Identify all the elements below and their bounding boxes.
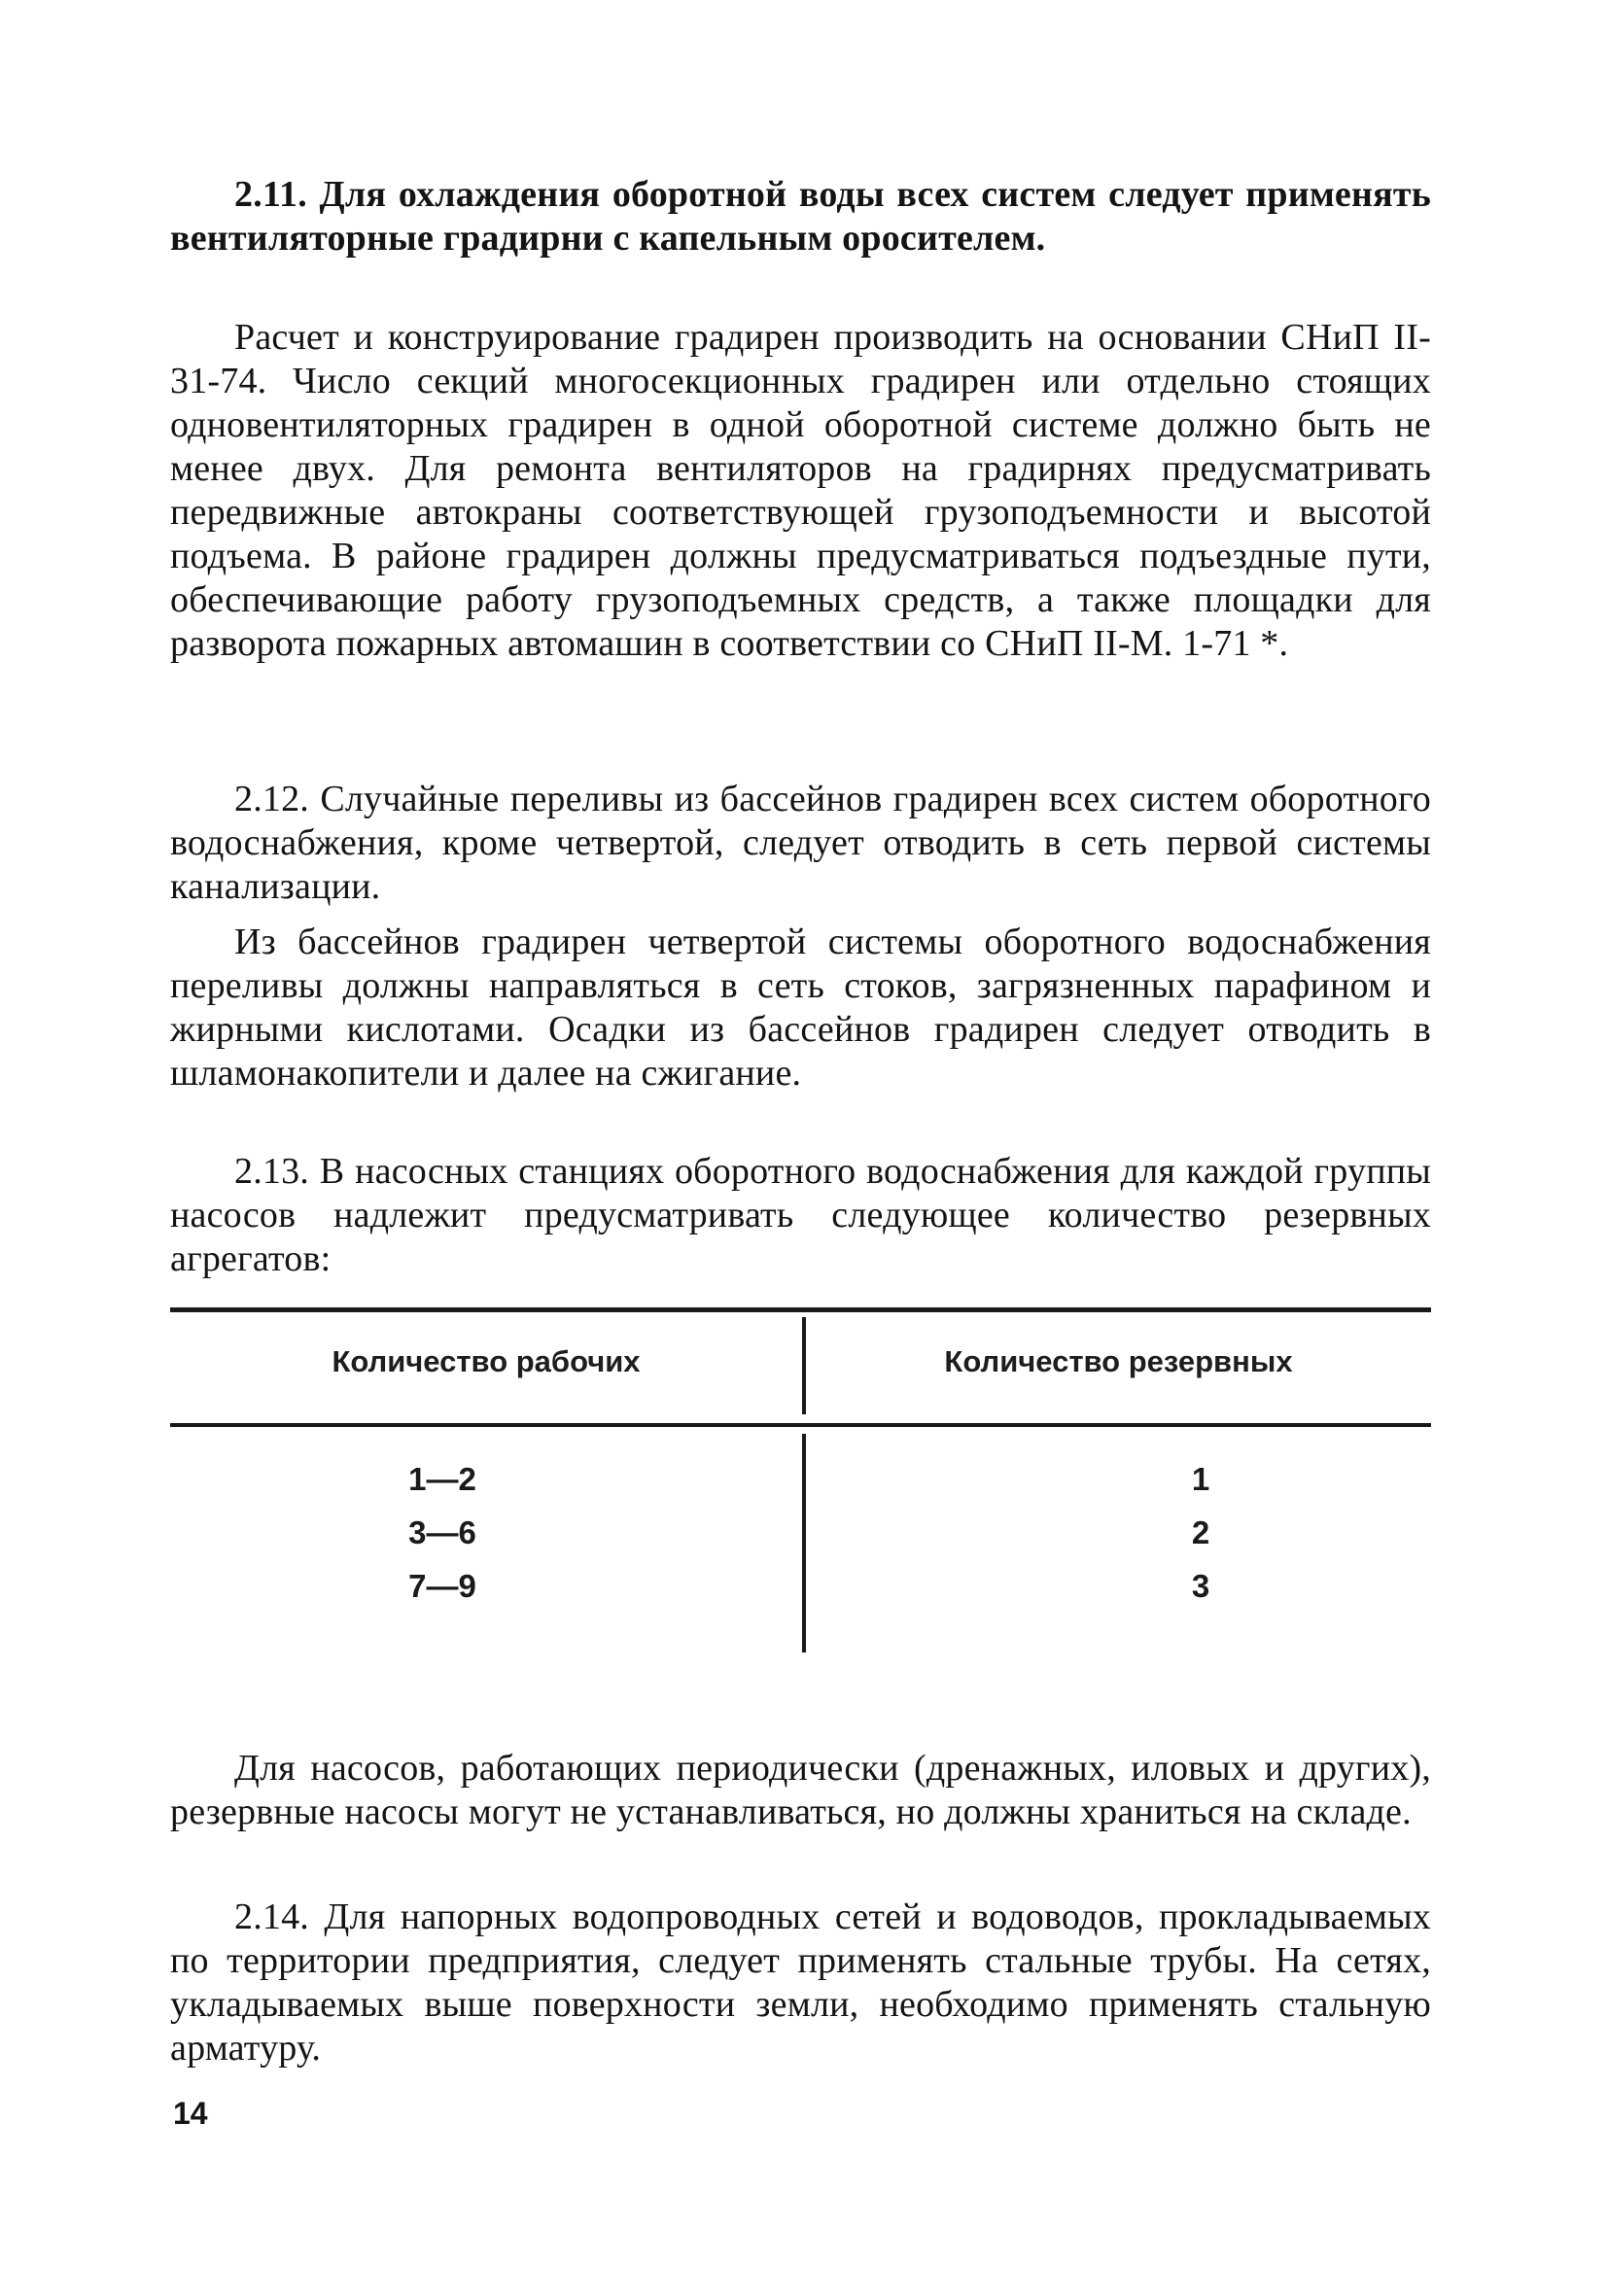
table-cell-working: 3—6 [408, 1514, 476, 1550]
table-header-reserve: Количество резервных [944, 1344, 1293, 1378]
table-cell-reserve: 3 [1191, 1568, 1210, 1604]
section-2-12 [170, 778, 1431, 909]
paragraph-calculation: Расчет и конструирование градирен производить на основании СНиП II-31-74. Число секций многосекционных градирен или отдельно стоящих одновентиляторных градирен в одной оборотной системе должно быть не менее двух. Для ремонта вентиляторов на градирнях предусматривать передвижные автокраны соответствующей грузоподъемности и высотой подъема. В районе градирен должны предусматриваться подъездные пути, обеспечивающие работу грузоподъемных средств, а также площадки для разворота пожарных автомашин в соответствии со СНиП II-М. 1-71 *. [170, 317, 1431, 664]
paragraph-2-11: 2.11. Для охлаждения оборотной воды всех систем следует применять вентиляторные градирни с капельным оросителем. [170, 174, 1431, 259]
reserve-units-table [170, 1307, 1431, 1652]
section-2-14 [170, 1896, 1431, 2070]
table-cell-working: 7—9 [408, 1568, 476, 1604]
section-2-13 [170, 1150, 1431, 1281]
table-top-rule [170, 1307, 1431, 1312]
table-cell-reserve: 2 [1191, 1514, 1210, 1550]
table-header-working: Количество рабочих [332, 1344, 641, 1378]
paragraph-2-14: 2.14. Для напорных водопроводных сетей и водоводов, прокладываемых по территории предприятия, следует применять стальные трубы. На сетях, укладываемых выше поверхности земли, необходимо применять стальную арматуру. [170, 1896, 1431, 2069]
page-number: 14 [173, 2096, 208, 2131]
table-header-rule [170, 1423, 1431, 1427]
paragraph-fourth-system: Из бассейнов градирен четвертой системы оборотного водоснабжения переливы должны направляться в сеть стоков, загрязненных парафином и жирными кислотами. Осадки из бассейнов градирен следует отводить в шламонакопители и далее на сжигание. [170, 922, 1431, 1094]
section-2-11-body [170, 316, 1431, 666]
table-cell-working: 1—2 [408, 1461, 476, 1497]
table-cell-reserve: 1 [1191, 1461, 1210, 1497]
section-2-11 [170, 173, 1431, 261]
paragraph-2-13: 2.13. В насосных станциях оборотного водоснабжения для каждой группы насосов надлежит предусматривать следующее количество резервных агрегатов: [170, 1151, 1431, 1279]
paragraph-periodic-pumps: Для насосов, работающих периодически (дренажных, иловых и других), резервные насосы могут не устанавливаться, но должны храниться на складе. [170, 1748, 1431, 1832]
table-body-divider [802, 1434, 806, 1652]
section-2-12-body [170, 921, 1431, 1096]
paragraph-2-12: 2.12. Случайные переливы из бассейнов градирен всех систем оборотного водоснабжения, кроме четвертой, следует отводить в сеть первой системы канализации. [170, 779, 1431, 907]
section-periodic-pumps [170, 1747, 1431, 1834]
